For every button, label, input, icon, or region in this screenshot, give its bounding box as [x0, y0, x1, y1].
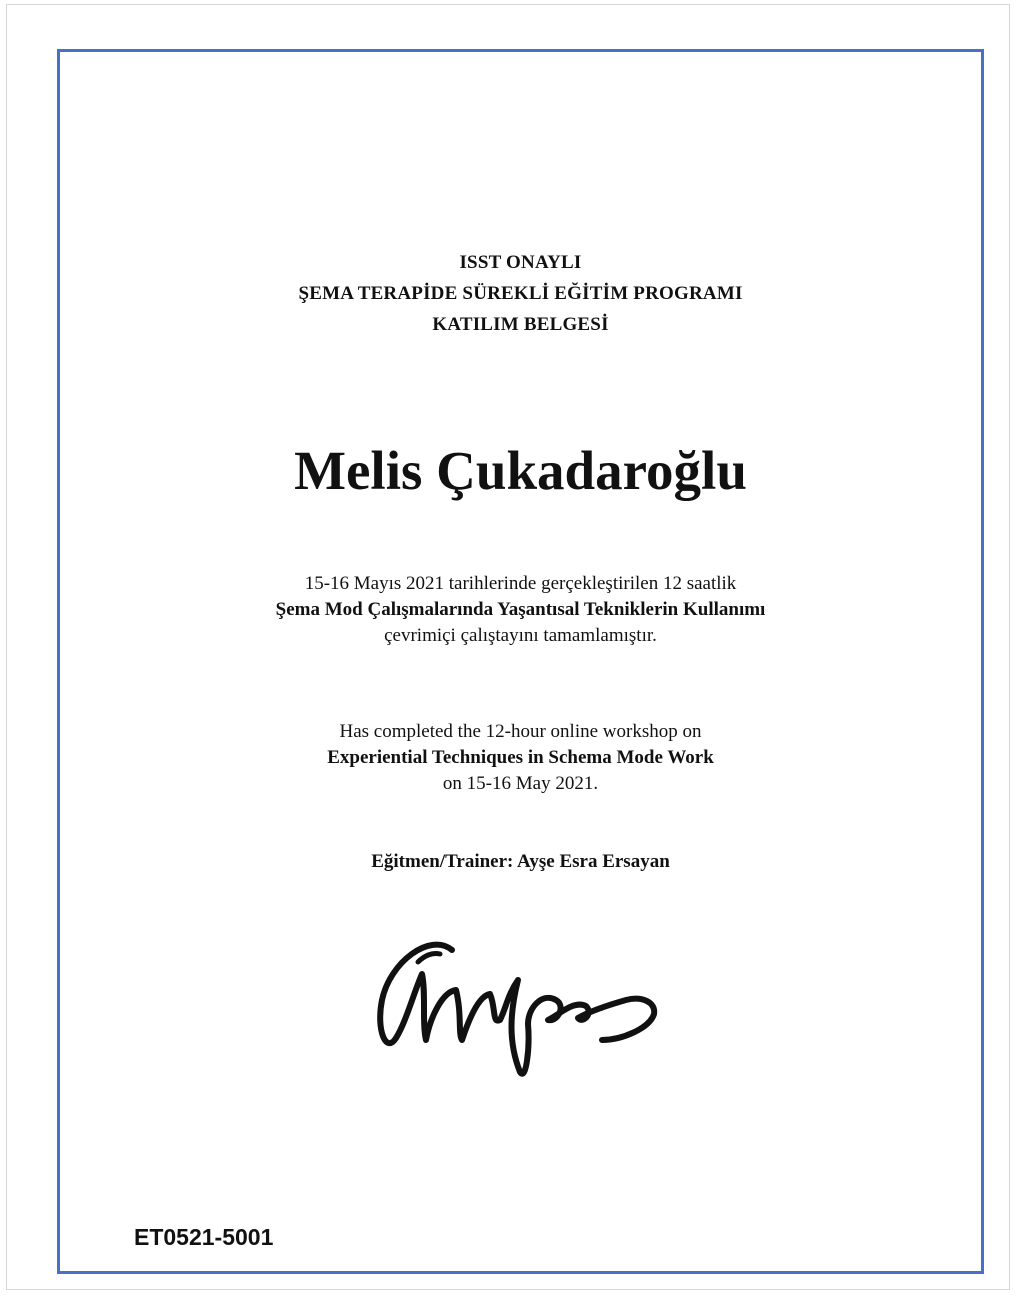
- certificate-type: KATILIM BELGESİ: [432, 314, 609, 335]
- certificate-code: ET0521-5001: [134, 1224, 274, 1250]
- english-workshop-title: Experiential Techniques in Schema Mode Work: [327, 747, 714, 768]
- english-statement-line-3: on 15-16 May 2021.: [442, 773, 599, 794]
- program-title: ŞEMA TERAPİDE SÜREKLİ EĞİTİM PROGRAMI: [298, 283, 743, 304]
- certificate-frame: [57, 49, 984, 1274]
- turkish-workshop-title: Şema Mod Çalışmalarında Yaşantısal Tekniklerin Kullanımı: [275, 599, 766, 620]
- english-statement-line-1: Has completed the 12-hour online workshop on: [339, 721, 702, 742]
- signature-icon: [360, 922, 660, 1082]
- trainer-label: Eğitmen/Trainer: Ayşe Esra Ersayan: [371, 851, 670, 872]
- turkish-statement-line-1: 15-16 Mayıs 2021 tarihlerinde gerçekleştirilen 12 saatlik: [304, 573, 737, 594]
- participant-name: Melis Çukadaroğlu: [294, 440, 747, 501]
- turkish-statement-line-3: çevrimiçi çalıştayını tamamlamıştır.: [384, 625, 657, 646]
- document-page: [6, 4, 1010, 1290]
- approval-heading: ISST ONAYLI: [459, 252, 582, 273]
